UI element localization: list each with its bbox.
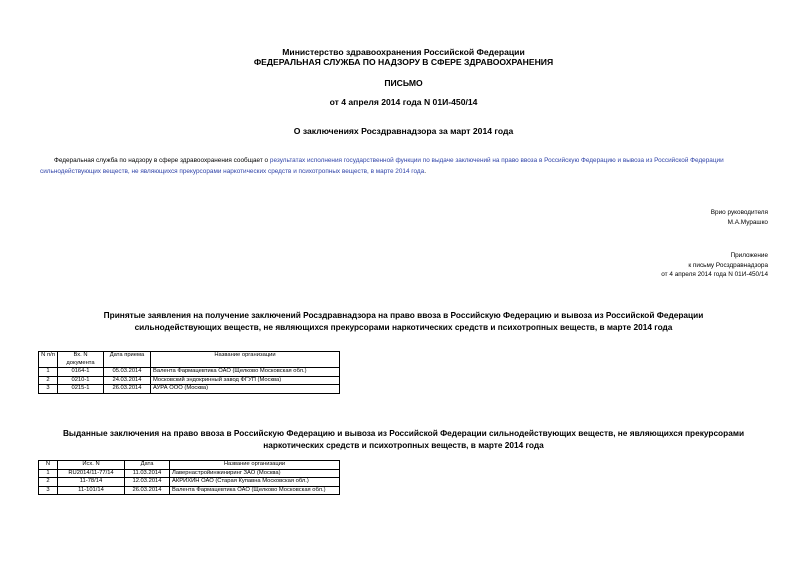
cell-n: 2: [39, 478, 58, 487]
cell-n: 2: [39, 376, 58, 385]
cell-date: 26.03.2014: [125, 486, 170, 495]
table-row: [39, 486, 340, 495]
table-row: [39, 368, 340, 377]
cell-out-no: 11-78/14: [58, 478, 125, 487]
body-text: Федеральная служба по надзору в сфере здравоохранения сообщает о: [54, 157, 270, 164]
cell-org: Московский эндокринный завод ФГУП (Москва): [151, 376, 340, 385]
issued-conclusions-table: [38, 460, 340, 495]
col-header-in-no: Вх. N документа: [58, 352, 104, 368]
service-name: ФЕДЕРАЛЬНАЯ СЛУЖБА ПО НАДЗОРУ В СФЕРЕ ЗДРАВООХРАНЕНИЯ: [253, 57, 554, 67]
col-header-n: N п/п: [39, 352, 58, 368]
accepted-applications-table: [38, 351, 340, 394]
cell-out-no: 11-101/14: [58, 486, 125, 495]
body-text-end: .: [424, 167, 426, 175]
col-header-org: Название организации: [170, 461, 340, 470]
appendix-block: [661, 251, 768, 280]
cell-org: Лавернастройинжиниринг ЗАО (Москва): [170, 469, 340, 478]
table-header-row: [39, 352, 340, 368]
table2-title: Выданные заключения на право ввоза в Российскую Федерацию и вывоза из Российской Федерации сильнодействующих веществ, не являющихся прекурсорами наркотических средств и психотропных веществ, в марте 2014 года: [62, 428, 745, 450]
table-row: [39, 478, 340, 487]
cell-date: 12.03.2014: [125, 478, 170, 487]
cell-in-no: 0210-1: [58, 376, 104, 385]
cell-org: Валента Фармацевтика ОАО (Щелково Московская обл.): [170, 486, 340, 495]
table-row: [39, 376, 340, 385]
cell-date: 24.03.2014: [104, 376, 151, 385]
cell-org: Валента Фармацевтика ОАО (Щелково Московская обл.): [151, 368, 340, 377]
cell-org: АУРА ООО (Москва): [151, 385, 340, 394]
cell-n: 3: [39, 486, 58, 495]
signatory-name: М.А.Мурашко: [727, 218, 768, 226]
document-type: ПИСЬМО: [384, 78, 423, 88]
appendix-label: Приложение: [730, 252, 768, 259]
cell-out-no: RU2014/11-77/14: [58, 469, 125, 478]
signatory-position: Врио руководителя: [710, 209, 768, 216]
cell-date: 26.03.2014: [104, 385, 151, 394]
ministry-name: Министерство здравоохранения Российской Федерации: [282, 47, 525, 57]
results-link[interactable]: результатах исполнения государственной функции по выдаче заключений на право ввоза в Российскую Федерацию и вывоза из Российской Федерации сильнодействующих веществ, не являющихся прекурсорами наркотических средств и психотропных веществ, в марте 2014 года: [40, 157, 724, 175]
col-header-date: Дата приема: [104, 352, 151, 368]
cell-in-no: 0215-1: [58, 385, 104, 394]
cell-n: 1: [39, 469, 58, 478]
cell-in-no: 0164-1: [58, 368, 104, 377]
document-date-number: от 4 апреля 2014 года N 01И-450/14: [329, 97, 478, 107]
table-row: [39, 385, 340, 394]
table1-title: Принятые заявления на получение заключений Росздравнадзора на право ввоза в Российскую Федерацию и вывоза из Российской Федерации сильнодействующих веществ, не являющихся прекурсорами наркотических средств и психотропных веществ, в марте 2014 года: [103, 310, 704, 332]
document-subject: О заключениях Росздравнадзора за март 2014 года: [293, 126, 514, 136]
cell-date: 05.03.2014: [104, 368, 151, 377]
cell-n: 3: [39, 385, 58, 394]
col-header-n: N: [39, 461, 58, 470]
letter-body: [40, 156, 782, 177]
cell-org: АКРИХИН ОАО (Старая Купавна Московская обл.): [170, 478, 340, 487]
cell-date: 11.03.2014: [125, 469, 170, 478]
col-header-out-no: Исх. N: [58, 461, 125, 470]
col-header-date: Дата: [125, 461, 170, 470]
table-header-row: [39, 461, 340, 470]
signature-block: [711, 208, 768, 227]
table-row: [39, 469, 340, 478]
appendix-date: от 4 апреля 2014 года N 01И-450/14: [661, 271, 768, 278]
cell-n: 1: [39, 368, 58, 377]
appendix-reference: к письму Росздравнадзора: [688, 261, 768, 269]
col-header-org: Название организации: [151, 352, 340, 368]
